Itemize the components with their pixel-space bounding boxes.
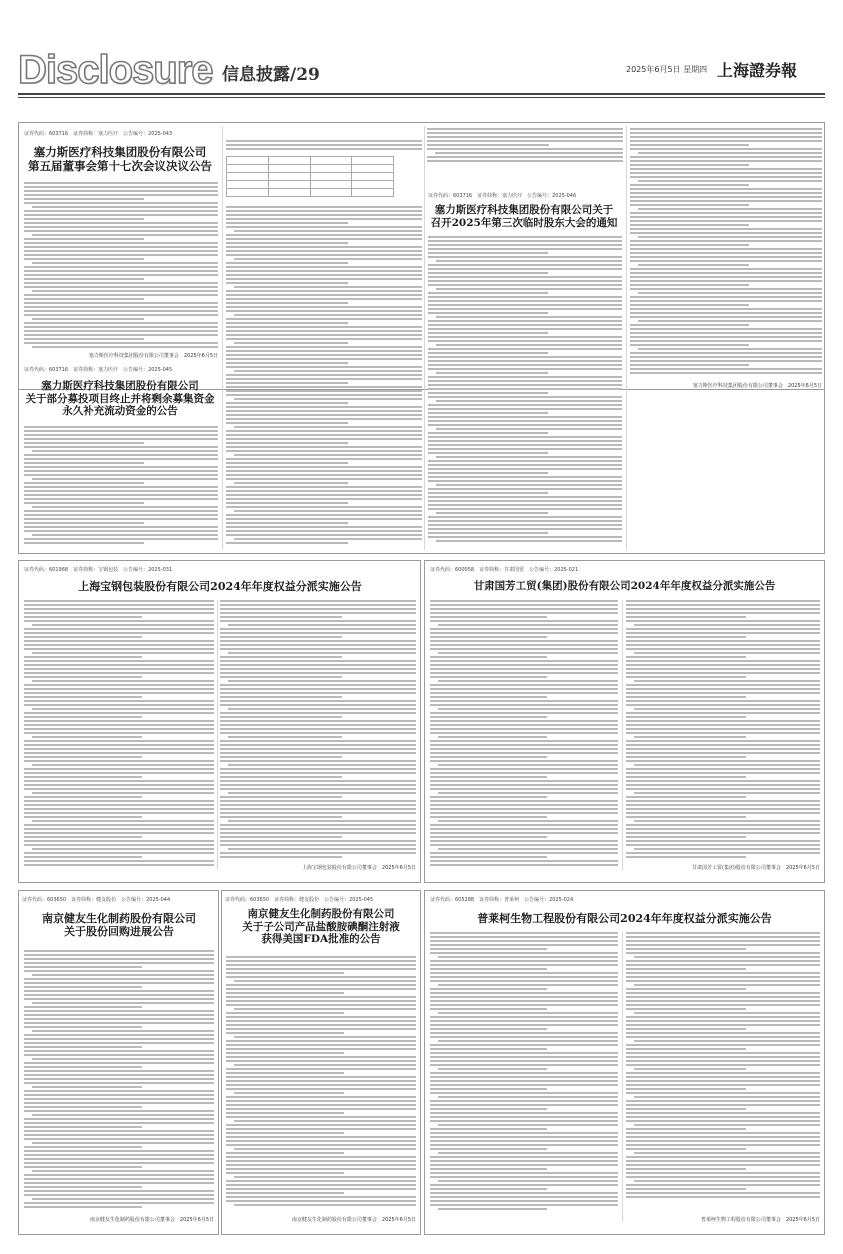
notice-signature: 塞力斯医疗科技集团股份有限公司董事会 2025年6月5日 xyxy=(692,383,822,389)
notice-title-line: 塞力斯医疗科技集团股份有限公司 xyxy=(41,380,199,392)
column-divider xyxy=(622,600,623,870)
notice-body-text xyxy=(626,600,820,862)
notice-title-line: 关于子公司产品盐酸胺碘酮注射液 xyxy=(242,920,400,933)
notice-codes: 证券代码：603716 证券简称：塞力医疗 公告编号：2025-046 xyxy=(428,193,577,199)
notice-codes: 证券代码：600058 证券简称：甘肃国贸 公告编号：2025-021 xyxy=(430,567,579,573)
notice-title-line: 召开2025年第三次临时股东大会的通知 xyxy=(430,216,618,229)
notice-title-line: 甘肃国芳工贸(集团)股份有限公司2024年年度权益分派实施公告 xyxy=(473,580,776,592)
notice-codes: 证券代码：605288 证券简称：普莱柯 公告编号：2025-024 xyxy=(430,897,574,903)
notice-signature: 塞力斯医疗科技集团股份有限公司董事会 2025年6月5日 xyxy=(88,353,218,359)
notice-title-line: 永久补充流动资金的公告 xyxy=(62,405,178,418)
notice-body-text xyxy=(430,932,618,1214)
newspaper-brand: 上海證券報 xyxy=(717,61,798,80)
notice-codes: 证券代码：603650 证券简称：健友股份 公告编号：2025-044 xyxy=(22,897,171,903)
notice-signature: 甘肃国芳工贸(集团)股份有限公司董事会 2025年6月5日 xyxy=(692,865,820,871)
notice-title-line: 关于股份回购进展公告 xyxy=(64,925,174,939)
notice-title-line: 南京健友生化制药股份有限公司 xyxy=(42,912,196,925)
notice-title-line: 关于部分募投项目终止并将剩余募集资金 xyxy=(25,392,215,405)
notice-title-line: 普莱柯生物工程股份有限公司2024年年度权益分派实施公告 xyxy=(477,912,772,925)
notice-codes: 证券代码：603716 证券简称：塞力医疗 公告编号：2025-043 xyxy=(24,131,173,137)
column-divider xyxy=(217,600,218,870)
notice-signature: 普莱柯生物工程股份有限公司董事会 2025年6月5日 xyxy=(700,1217,820,1223)
issue-date: 2025年6月5日 星期四 xyxy=(626,65,708,74)
notice-signature: 南京健友生化制药股份有限公司董事会 2025年6月5日 xyxy=(291,1217,416,1223)
notice-title xyxy=(19,912,219,938)
notice-body-text xyxy=(226,956,416,1212)
notice-codes: 证券代码：603716 证券简称：塞力医疗 公告编号：2025-045 xyxy=(24,367,173,373)
notice-body-text xyxy=(24,600,214,868)
notice-body-text xyxy=(24,950,214,1212)
notice-title-line: 上海宝钢包装股份有限公司2024年年度权益分派实施公告 xyxy=(78,580,362,593)
notice-codes: 证券代码：601968 证券简称：宝钢包装 公告编号：2025-031 xyxy=(24,567,173,573)
notice-title-line: 获得美国FDA批准的公告 xyxy=(261,933,381,946)
notice-body-text xyxy=(220,600,416,862)
header-rule xyxy=(18,93,825,95)
notice-title-line: 南京健友生化制药股份有限公司 xyxy=(247,908,395,920)
notice-title xyxy=(221,908,421,946)
notice-title xyxy=(426,912,823,925)
section-title: 信息披露/29 xyxy=(222,65,320,85)
notice-codes: 证券代码：603650 证券简称：健友股份 公告编号：2025-045 xyxy=(225,897,374,903)
header-rule-thin xyxy=(18,97,825,98)
notice-title-line: 塞力斯医疗科技集团股份有限公司 xyxy=(33,145,207,159)
notice-title xyxy=(20,580,420,593)
notice-signature: 上海宝钢包装股份有限公司董事会 2025年6月5日 xyxy=(301,865,416,871)
notice-body-text xyxy=(626,932,820,1208)
notice-frame xyxy=(18,122,825,554)
notice-title xyxy=(426,580,823,593)
notice-signature: 南京健友生化制药股份有限公司董事会 2025年6月5日 xyxy=(89,1217,214,1223)
masthead: Disclosure xyxy=(18,48,213,92)
notice-title-line: 塞力斯医疗科技集团股份有限公司关于 xyxy=(434,204,614,216)
notice-title-line: 第五届董事会第十七次会议决议公告 xyxy=(28,158,212,173)
notice-body-text xyxy=(430,600,618,868)
column-divider xyxy=(622,932,623,1222)
page-header xyxy=(0,0,843,92)
